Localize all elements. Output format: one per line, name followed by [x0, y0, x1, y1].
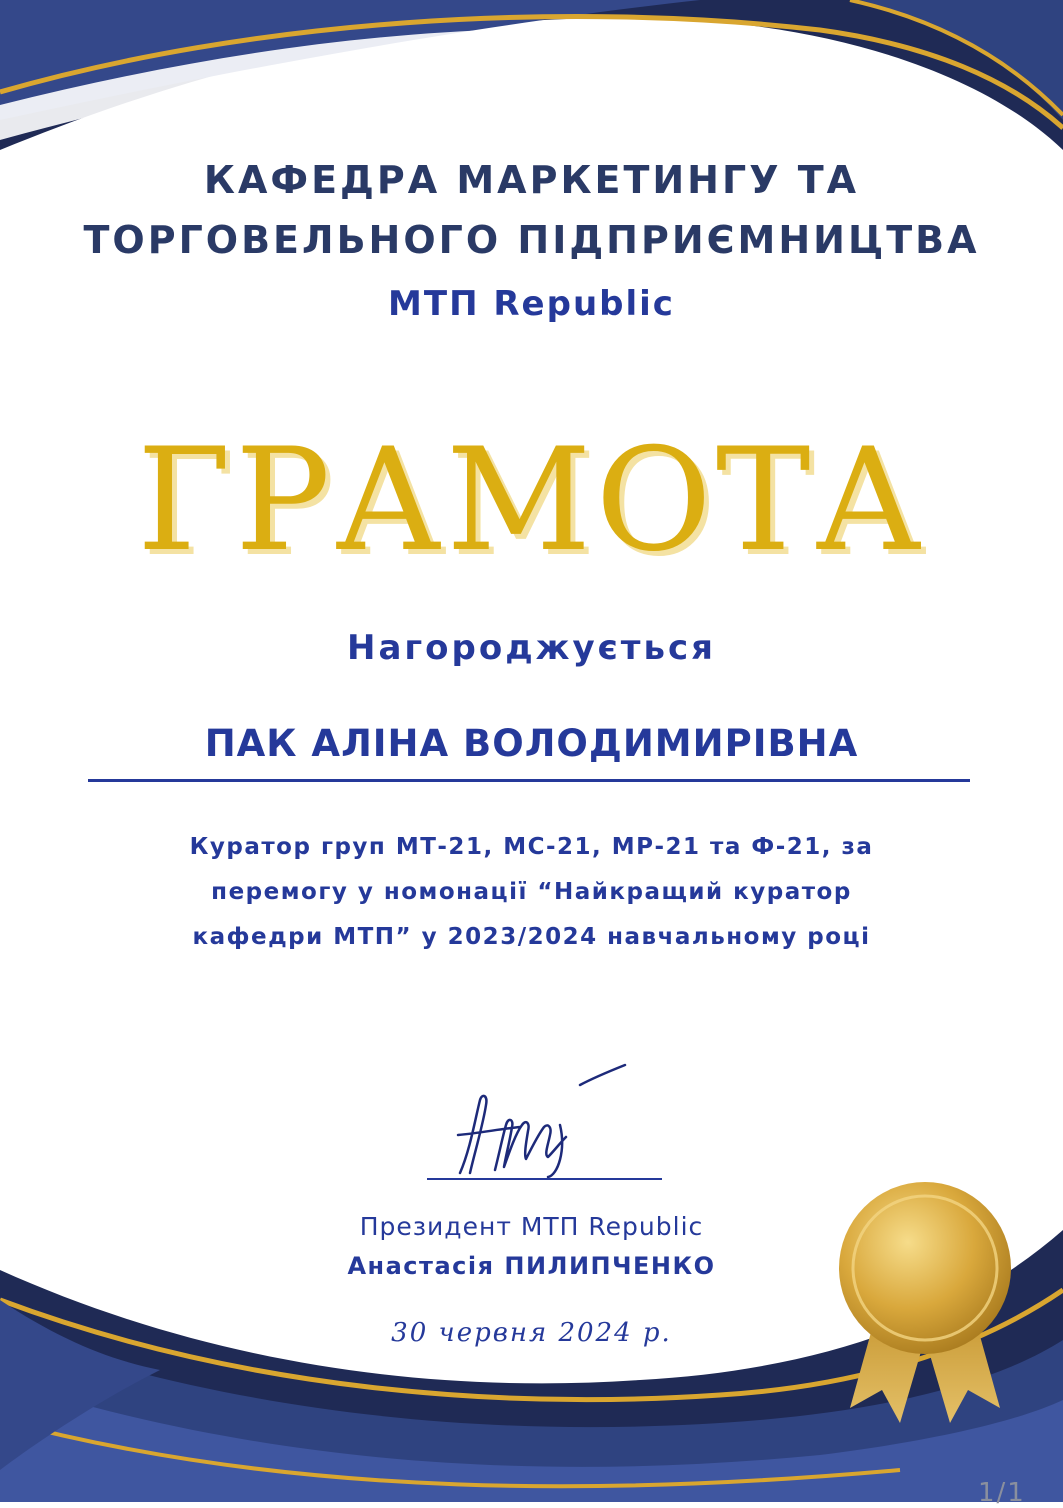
page-indicator: 1/1: [978, 1478, 1026, 1508]
gold-medal-icon: [830, 1178, 1020, 1428]
certificate-title: ГРАМОТА: [136, 418, 927, 583]
award-description: [0, 825, 1063, 960]
issue-date: 30 червня 2024 р.: [391, 1318, 672, 1348]
signature-image: [440, 1055, 630, 1180]
department-name: [0, 150, 1063, 270]
organization-brand: МТП Republic: [388, 284, 675, 324]
description-line-2: перемогу у номонації “Найкращий куратор: [211, 879, 852, 905]
recipient-underline: [88, 779, 970, 782]
department-line-1: КАФЕДРА МАРКЕТИНГУ ТА: [203, 158, 860, 202]
description-line-1: Куратор груп МТ-21, МС-21, МР-21 та Ф-21, за: [189, 834, 874, 860]
recipient-name: ПАК АЛІНА ВОЛОДИМИРІВНА: [204, 722, 859, 765]
description-line-3: кафедри МТП” у 2023/2024 навчальному році: [192, 924, 871, 950]
signer-role: Президент МТП Republic: [359, 1212, 704, 1241]
signer-name: Анастасія ПИЛИПЧЕНКО: [347, 1252, 716, 1280]
department-line-2: ТОРГОВЕЛЬНОГО ПІДПРИЄМНИЦТВА: [83, 218, 980, 262]
awarded-label: Нагороджується: [346, 628, 717, 668]
signature-line: [427, 1178, 662, 1180]
